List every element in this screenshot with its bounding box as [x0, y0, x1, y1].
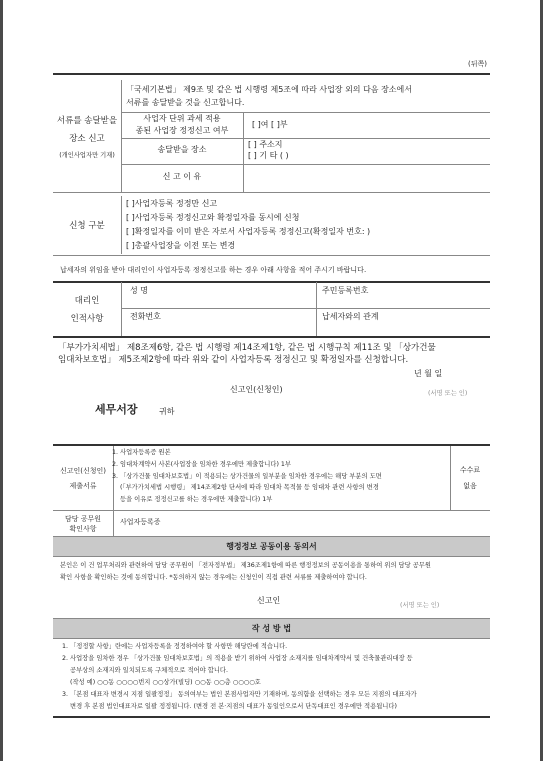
delegation-note: 납세자의 위임을 받아 대리인이 사업자등록 정정신고를 하는 경우 아래 사항을 적어 주시기 바랍니다.: [60, 266, 367, 274]
instruction-1: 1. 「정정할 사항」란에는 사업자등록을 정정하여야 할 사항만 해당란에 적습니다.: [62, 643, 288, 650]
application-option-1[interactable]: [ ]사업자등록 정정만 신고: [126, 199, 218, 208]
recipient-office: 세무서장: [95, 403, 138, 416]
consent-signer: 신고인: [257, 596, 281, 605]
statement-line-2: 임대차보호법」 제5조제2항에 따라 위와 같이 사업자등록 정정신고 및 확정일자를 신청합니다.: [58, 355, 409, 365]
doc-item-3: 3. 「상가건물 임대차보호법」이 적용되는 상가건물의 일부분을 임차한 경우에는 해당 부분의 도면: [112, 473, 382, 480]
docs-label: 신고인(신청인) 제출서류: [59, 466, 107, 490]
agent-id-field[interactable]: 주민등록번호: [322, 286, 369, 295]
address-option[interactable]: [ ] 주소지: [248, 140, 283, 149]
top-rule: [53, 73, 490, 75]
section-rule: [53, 255, 490, 256]
application-option-4[interactable]: [ ]총괄사업장을 이전 또는 변경: [126, 241, 236, 250]
instruction-2-cont: 공부상의 소재지와 일치되도록 구체적으로 적어야 합니다.: [70, 667, 228, 674]
application-divider: [121, 196, 122, 254]
doc-item-1: 1. 사업자등록증 원본: [112, 449, 171, 456]
agent-name-field[interactable]: 성 명: [130, 286, 148, 295]
unit-tax-label-2: 종된 사업장 정정신고 여부: [135, 126, 229, 135]
officer-label: 담당 공무원 확인사항: [64, 514, 102, 533]
instructions-title: 작 성 방 법: [251, 624, 292, 633]
row-rule: [121, 164, 490, 165]
officer-item: 사업자등록증: [120, 518, 161, 526]
delivery-label: 서류를 송달받을 장소 신고 (개인사업자만 기재): [56, 115, 118, 159]
side-note: (뒤쪽): [468, 60, 487, 68]
delivery-place-label: 송달받을 장소: [157, 145, 207, 154]
doc-item-3-cont: (「부가가치세법 시행령」 제14조제2항 단서에 따라 임대차 목적물 등 임대차 관련 사항의 변경: [120, 484, 379, 491]
row-rule: [121, 308, 490, 309]
row-rule: [53, 510, 490, 511]
consent-body-1: 본인은 이 건 업무처리와 관련하여 담당 공무원이 「전자정부법」 제36조제1항에 따른 행정정보의 공동이용을 통하여 위의 담당 공무원: [60, 562, 431, 569]
other-option[interactable]: [ ] 기 타 ( ): [248, 151, 289, 160]
delivery-intro: 「국세기본법」 제9조 및 같은 법 시행령 제5조에 따라 사업장 외의 다음 장소에서: [126, 85, 412, 94]
unit-tax-checkbox[interactable]: [ ]여 [ ]부: [252, 120, 288, 129]
instruction-2: 2. 사업장을 임차한 경우 「상가건물 임대차보호법」의 적용을 받기 위하여 사업장 소재지를 임대차계약서 및 건축물관리대장 등: [62, 655, 413, 662]
instruction-3-cont: 변경 후 본점 법인대표자로 일괄 정정됩니다. (변경 전 본·지점의 대표가 동일인으로서 단독대표인 경우에만 적용됩니다): [70, 703, 397, 710]
consent-sign-hint: (서명 또는 인): [400, 602, 440, 609]
instruction-3: 3. 「본점 대표자 변경시 지점 일괄정정」 동의여부는 법인 본점사업자만 기재하며, 동의함을 선택하는 경우 모든 지점의 대표자가: [62, 691, 417, 698]
agent-inner-divider: [316, 282, 317, 336]
statement-line-1: 「부가가치세법」 제8조제6항, 같은 법 시행령 제14조제1항, 같은 법 시행규칙 제11조 및 「상가건물: [58, 343, 436, 353]
left-border: [0, 0, 3, 761]
delivery-intro-2: 서류를 송달받을 것을 신고합니다.: [126, 98, 245, 107]
instruction-2-example: (작성 예) ○○동 ○○○○번지 ○○상가(빌딩) ○○동 ○○층 ○○○○호: [70, 679, 261, 686]
applicant-label: 신고인(신청인): [230, 385, 283, 394]
row-rule: [121, 138, 490, 139]
application-option-3[interactable]: [ ]확정일자를 이미 받은 자로서 사업자등록 정정신고(확정일자 번호: ): [126, 227, 371, 236]
application-label: 신청 구분: [69, 221, 105, 231]
bottom-rule: [53, 716, 490, 718]
doc-item-3-cont-2: 등을 이유로 정정신고를 하는 경우에만 제출합니다) 1부: [120, 496, 273, 503]
agent-relation-field[interactable]: 납세자와의 관계: [322, 312, 379, 321]
agent-divider: [121, 282, 122, 336]
date-field[interactable]: 년 월 일: [414, 369, 443, 378]
agent-label: 대리인 인적사항: [70, 296, 104, 324]
docs-top-rule: [53, 444, 490, 446]
agent-phone-field[interactable]: 전화번호: [130, 312, 161, 321]
recipient-suffix: 귀하: [159, 407, 175, 416]
reason-label: 신 고 이 유: [162, 172, 202, 181]
applicant-sign-hint: (서명 또는 인): [428, 390, 468, 397]
inner-divider: [243, 112, 244, 192]
docs-divider: [113, 446, 114, 536]
row-rule: [121, 112, 490, 113]
section-rule: [53, 192, 490, 193]
fee-cell: 수수료 없음: [459, 466, 481, 490]
consent-body-2: 확인 사항을 확인하는 것에 동의합니다. *동의하지 않는 경우에는 신청인이 직접 관련 서류를 제출하여야 합니다.: [60, 574, 367, 581]
consent-title: 행정정보 공동이용 동의서: [226, 542, 317, 551]
application-option-2[interactable]: [ ]사업자등록 정정신고와 확정일자를 동시에 신청: [126, 213, 300, 222]
doc-item-2: 2. 임대차계약서 사본(사업장을 임차한 경우에만 제출합니다) 1부: [112, 461, 292, 468]
unit-tax-label: 사업자 단위 과세 적용: [143, 114, 221, 123]
agent-bottom-rule: [53, 336, 490, 338]
